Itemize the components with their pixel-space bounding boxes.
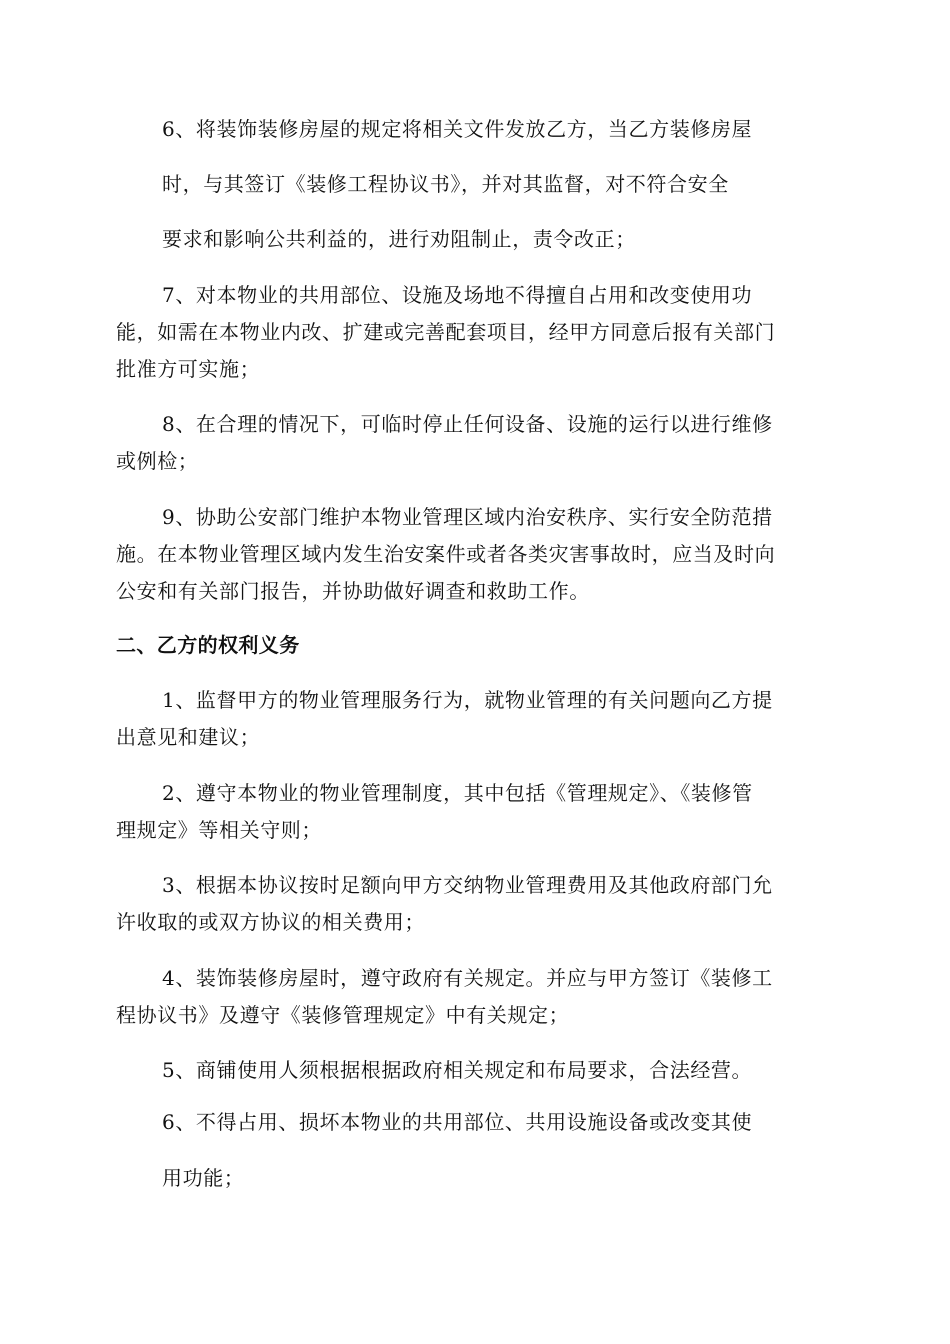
s2-item-5-line-1: 5、商铺使用人须根据根据政府相关规定和布局要求，合法经营。 (162, 1058, 753, 1082)
item-7-line-2: 能，如需在本物业内改、扩建或完善配套项目，经甲方同意后报有关部门 (116, 320, 776, 344)
s2-item-3-line-2: 许收取的或双方协议的相关费用； (116, 910, 425, 934)
s2-item-6-line-2: 用功能； (162, 1166, 245, 1190)
item-9-line-3: 公安和有关部门报告，并协助做好调查和救助工作。 (116, 579, 590, 603)
s2-item-4-line-2: 程协议书》及遵守《装修管理规定》中有关规定； (116, 1003, 570, 1027)
item-8-line-2: 或例检； (116, 449, 199, 473)
item-6-line-3: 要求和影响公共利益的，进行劝阻制止，责令改正； (162, 227, 636, 251)
section-2-heading: 二、乙方的权利义务 (116, 633, 300, 657)
item-9-line-2: 施。在本物业管理区域内发生治安案件或者各类灾害事故时，应当及时向 (116, 542, 776, 566)
item-7-line-1: 7、对本物业的共用部位、设施及场地不得擅自占用和改变使用功 (162, 283, 753, 307)
s2-item-4-line-1: 4、装饰装修房屋时，遵守政府有关规定。并应与甲方签订《装修工 (162, 966, 773, 990)
s2-item-1-line-2: 出意见和建议； (116, 725, 261, 749)
s2-item-2-line-1: 2、遵守本物业的物业管理制度，其中包括《管理规定》、《装修管 (162, 781, 753, 805)
item-9-line-1: 9、协助公安部门维护本物业管理区域内治安秩序、实行安全防范措 (162, 505, 773, 529)
s2-item-3-line-1: 3、根据本协议按时足额向甲方交纳物业管理费用及其他政府部门允 (162, 873, 773, 897)
item-6-line-2: 时，与其签订《装修工程协议书》，并对其监督，对不符合安全 (162, 172, 729, 196)
item-8-line-1: 8、在合理的情况下，可临时停止任何设备、设施的运行以进行维修 (162, 412, 773, 436)
item-6-line-1: 6、将装饰装修房屋的规定将相关文件发放乙方，当乙方装修房屋 (162, 117, 753, 141)
s2-item-6-line-1: 6、不得占用、损坏本物业的共用部位、共用设施设备或改变其使 (162, 1110, 753, 1134)
s2-item-2-line-2: 理规定》等相关守则； (116, 818, 322, 842)
s2-item-1-line-1: 1、监督甲方的物业管理服务行为，就物业管理的有关问题向乙方提 (162, 688, 773, 712)
item-7-line-3: 批准方可实施； (116, 357, 261, 381)
